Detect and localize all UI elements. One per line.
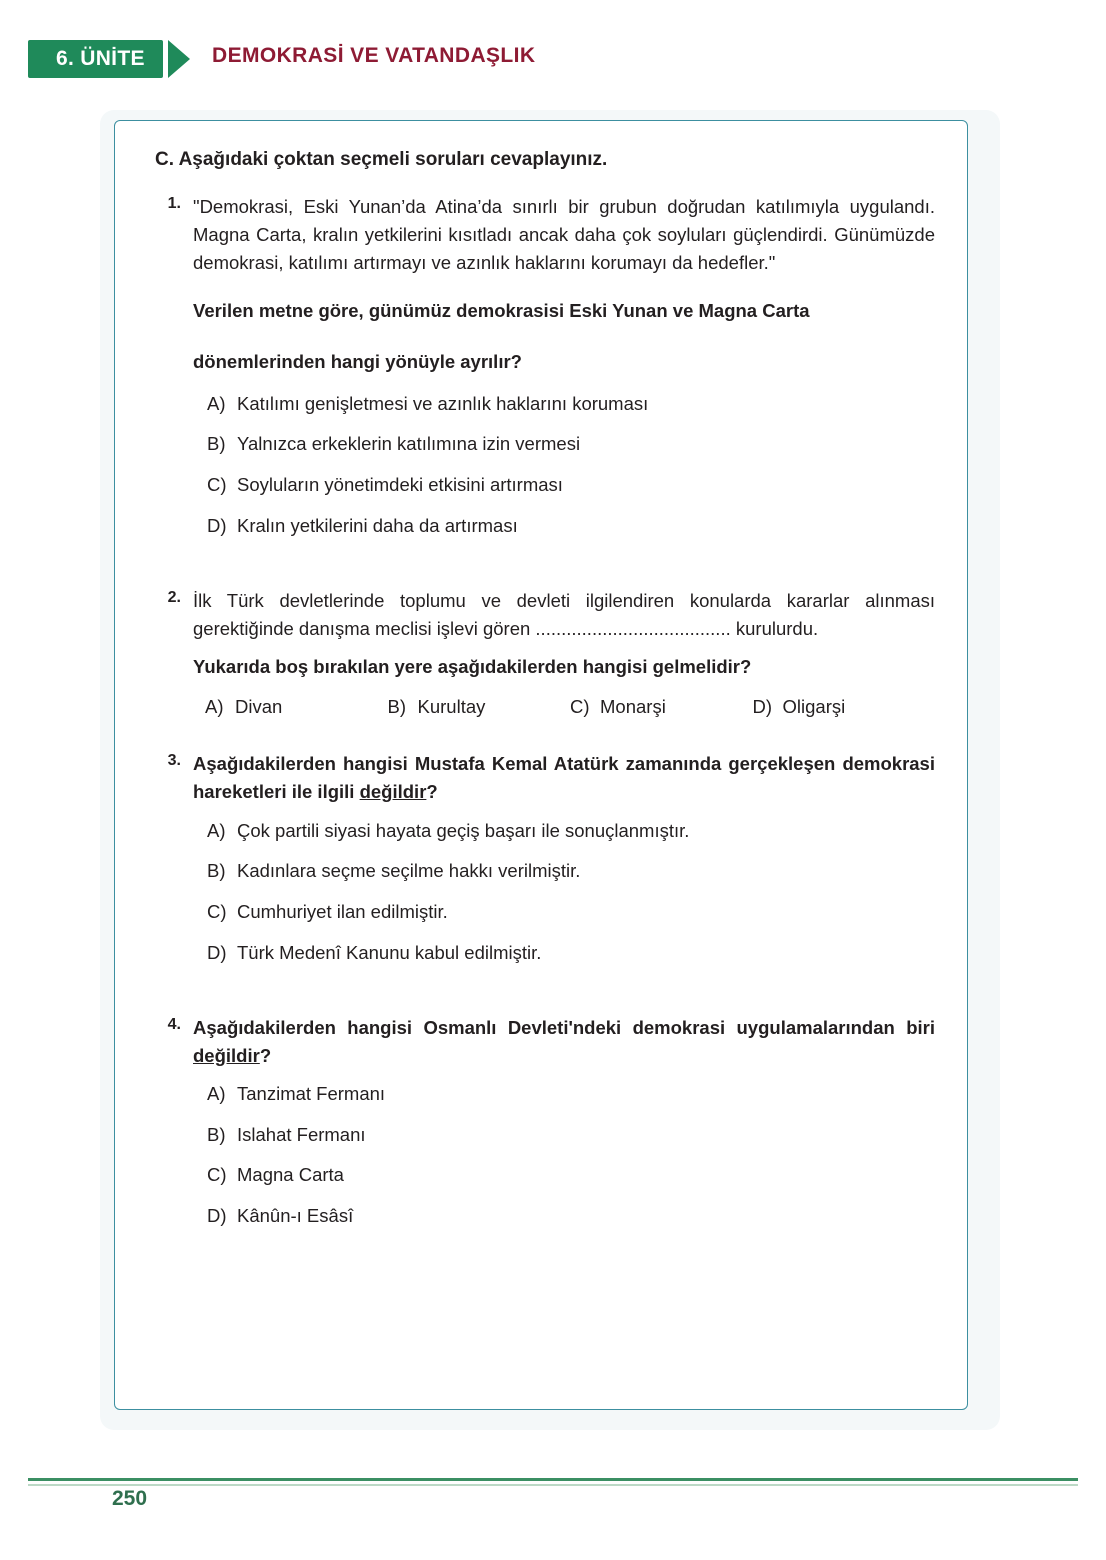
question-number: 1. <box>167 195 181 212</box>
option-letter: D) <box>752 695 773 717</box>
question-1 <box>155 193 935 540</box>
option-text: Divan <box>235 695 283 717</box>
option-text: Islahat Fermanı <box>237 1123 366 1145</box>
option-b[interactable] <box>207 430 935 458</box>
option-c[interactable] <box>207 1161 935 1189</box>
option-letter: B) <box>387 695 406 717</box>
content-card <box>114 120 968 1410</box>
prompt-emphasis: değildir <box>359 781 427 803</box>
page-title: DEMOKRASİ VE VATANDAŞLIK <box>212 44 536 67</box>
question-3 <box>155 750 935 966</box>
option-d[interactable] <box>207 939 935 967</box>
question-prompt-line-2: dönemlerinden hangi yönüyle ayrılır? <box>193 351 522 373</box>
spacer <box>155 980 935 1014</box>
option-d[interactable] <box>207 512 935 540</box>
option-d[interactable] <box>207 1202 935 1230</box>
question-options <box>205 693 935 721</box>
page-number: 250 <box>112 1487 157 1511</box>
prompt-pre: Aşağıdakilerden hangisi Osmanlı Devleti'ndeki demokrasi uygulamalarından biri <box>193 1016 935 1038</box>
question-prompt <box>193 1014 935 1070</box>
option-text: Cumhuriyet ilan edilmiştir. <box>237 901 448 923</box>
page-header <box>0 40 1106 82</box>
question-text: İlk Türk devletlerinde toplumu ve devleti ilgilendiren konularda kararlar alınması gerektiğinde danışma meclisi işlevi gören ...................................... kurulurdu. <box>193 589 935 639</box>
option-c[interactable] <box>207 898 935 926</box>
option-b[interactable] <box>207 1121 935 1149</box>
section-heading: C. Aşağıdaki çoktan seçmeli soruları cevaplayınız. <box>155 149 608 170</box>
option-text: Soyluların yönetimdeki etkisini artırması <box>237 474 563 496</box>
question-2 <box>155 587 935 721</box>
option-letter: A) <box>207 1082 226 1104</box>
option-letter: A) <box>207 392 226 414</box>
option-c[interactable] <box>570 693 753 721</box>
option-letter: C) <box>207 474 227 496</box>
option-a[interactable] <box>207 1080 935 1108</box>
question-options <box>207 390 935 540</box>
option-text: Katılımı genişletmesi ve azınlık haklarını koruması <box>237 392 649 414</box>
question-4 <box>155 1014 935 1230</box>
option-letter: C) <box>207 1164 227 1186</box>
question-prompt <box>193 750 935 806</box>
question-text: "Demokrasi, Eski Yunan’da Atina’da sınırlı bir grubun doğrudan katılımıyla uygulandı. Magna Carta, kralın yetkilerini kısıtladı ancak daha çok soyluları güçlendirdi. Günümüzde demokrasi, katılımı artırmayı ve azınlık haklarını korumayı da hedefler." <box>193 196 935 274</box>
question-prompt-line-1: Yukarıda boş bırakılan yere aşağıdakilerden hangisi gelmelidir? <box>193 655 752 677</box>
option-text: Çok partili siyasi hayata geçiş başarı ile sonuçlanmıştır. <box>237 819 690 841</box>
option-text: Kadınlara seçme seçilme hakkı verilmiştir. <box>237 860 581 882</box>
option-letter: C) <box>570 695 590 717</box>
option-b[interactable] <box>207 857 935 885</box>
prompt-post: ? <box>259 1044 272 1066</box>
content-card-shadow <box>100 110 1000 1430</box>
option-text: Monarşi <box>600 695 666 717</box>
option-text: Tanzimat Fermanı <box>237 1082 386 1104</box>
content-area <box>155 149 935 1243</box>
option-letter: B) <box>207 1123 226 1145</box>
question-number: 2. <box>167 588 181 606</box>
option-letter: B) <box>207 860 226 882</box>
option-letter: A) <box>207 819 226 841</box>
question-options <box>207 817 935 967</box>
option-a[interactable] <box>207 817 935 845</box>
prompt-emphasis: değildir <box>193 1044 260 1066</box>
spacer <box>155 726 935 750</box>
unit-badge: 6. ÜNİTE <box>28 40 163 78</box>
option-text: Türk Medenî Kanunu kabul edilmiştir. <box>237 941 542 963</box>
option-text: Kurultay <box>417 695 486 717</box>
option-letter: D) <box>207 1205 227 1227</box>
question-prompt-line-1: Verilen metne göre, günümüz demokrasisi Eski Yunan ve Magna Carta <box>193 300 810 322</box>
option-letter: D) <box>207 514 227 536</box>
option-letter: A) <box>205 695 224 717</box>
question-number: 3. <box>167 752 181 770</box>
spacer <box>155 553 935 587</box>
question-options <box>207 1080 935 1230</box>
option-a[interactable] <box>205 693 388 721</box>
option-letter: B) <box>207 433 226 455</box>
option-text: Kânûn-ı Esâsî <box>237 1205 354 1227</box>
prompt-post: ? <box>426 781 438 803</box>
footer-divider-secondary <box>28 1484 1078 1486</box>
footer-divider <box>28 1478 1078 1481</box>
prompt-pre: Aşağıdakilerden hangisi Mustafa Kemal Atatürk zamanında gerçekleşen demokrasi hareketleri ile ilgili <box>193 753 935 803</box>
option-d[interactable] <box>753 693 936 721</box>
option-text: Oligarşi <box>782 695 846 717</box>
unit-badge-arrow-icon <box>168 40 190 78</box>
option-letter: D) <box>207 941 227 963</box>
option-b[interactable] <box>388 693 571 721</box>
question-number: 4. <box>167 1015 181 1033</box>
option-c[interactable] <box>207 471 935 499</box>
option-a[interactable] <box>207 390 935 418</box>
option-text: Yalnızca erkeklerin katılımına izin vermesi <box>237 433 581 455</box>
option-text: Kralın yetkilerini daha da artırması <box>237 514 518 536</box>
option-text: Magna Carta <box>237 1164 344 1186</box>
option-letter: C) <box>207 901 227 923</box>
